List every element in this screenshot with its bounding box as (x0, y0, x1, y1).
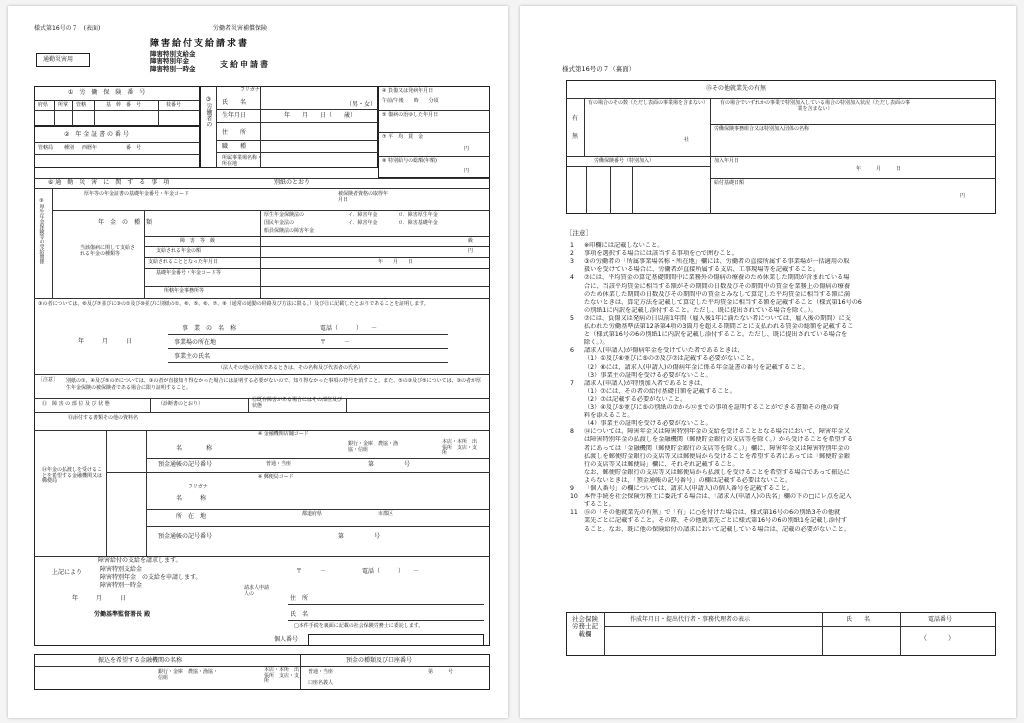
note-number: 1 (570, 242, 574, 249)
sr-phone[interactable]: （ ） (920, 634, 955, 642)
note-line: 除く。）。 (584, 339, 609, 347)
certification-note: ③の者については、⑥及び⑦並びに③の①及び⑩並びに別紙の①、⑥、⑤、⑥、⑦、⑧（通常の通勤の経路及び方法に限る。）及び⑫に記載したとおりであることを証明します。 (38, 301, 429, 307)
note-line: ⑭については、障害年金又は障害特別年金の支給を受けることとなる場合において、障害年金又 (584, 428, 850, 436)
special-wage-label: ⑧ 特別給与の総額(年額) (382, 158, 437, 164)
account-number[interactable]: 第 号 (368, 461, 411, 468)
bottom-bank-types: 銀行・金庫 農協・漁協・信組 (158, 669, 219, 681)
base-pay-label: 給付基礎日額 (714, 180, 745, 186)
bottom-deposit-label: 預金の種類及び口座番号 (346, 657, 413, 664)
claim-date[interactable]: 年 月 日 (72, 595, 127, 602)
employer-name-label: 事 業 の 名 称 (182, 325, 237, 332)
disability-label: ⑪ 障 害 の 部 位 及 び 状 態 (42, 401, 110, 407)
note-line: 払渡しを郵便貯金銀行の支店等又は郵便局から受けることを希望する者にあっては「郵便貯金銀 (584, 452, 850, 460)
special-join-label: 有の場合でいずれかの事業で特別加入している場合の特別加入状況（ただし表面の事業を含まない） (720, 100, 911, 112)
office-col-1: 府県 (38, 102, 49, 108)
note-line: ⑦には、負傷又は発病の日以前1年間（雇入後1年に満たない者については、雇入後の期間）に支 (584, 314, 851, 322)
pension-col-1: 管轄局 (38, 145, 54, 151)
other-job-yes[interactable]: 有 (572, 115, 579, 122)
account-holder-label: 口座名義人 (308, 680, 334, 686)
bottom-gou[interactable]: 第 号 (428, 669, 454, 675)
worker-birth-label: 生年月日 (222, 112, 247, 119)
note-line: たないときは、算定方法を記載して算定した平均賃金に相当する額を記載すること（様式第16号の6 (584, 298, 862, 306)
labor-insurance-label: ① 労 働 保 険 番 号 (68, 89, 146, 96)
org-name-label: 労働保険事務組合又は特別加入団体の名称 (714, 126, 810, 132)
sex-selector[interactable]: （男・女） (346, 101, 377, 108)
pension-law-1a: イ．障害年金 (348, 212, 378, 218)
note-number: 3 (570, 258, 574, 266)
other-job-no[interactable]: 無 (572, 133, 579, 140)
note-line: すること。 (584, 501, 615, 509)
corp-note: （法人その他の団体であるときは、その名称及び代表者の氏名） (218, 365, 364, 371)
form-subtitle: 障害特別支給金 障害特別年金 障害特別一時金 (150, 50, 196, 73)
note-line: （2）⑥には、請求人(申請人)の傷病年金に係る年金証書の番号を記載すること。 (584, 363, 809, 371)
post-code-label: ※ 郵便局コード (258, 474, 294, 480)
note-line: （3）④及び⑤並びに⑤の別紙の⑦から⑫までの事項を証明することができる書類その他の資 (584, 404, 840, 411)
pension-cert-label: ② 年 金 証 書 の 番 号 (64, 131, 129, 138)
pension-col-2: 種別 (64, 145, 75, 151)
note-line: 「個人番号」の欄については、請求人(申請人)の個人番号を記載すること。 (584, 485, 793, 492)
form-front-page (8, 6, 508, 718)
note-line: ること。なお、既に他の保険給付の請求において記載している場合は、記載の必要がないこと。 (584, 525, 851, 533)
claim-phone: 電話（ ） － (362, 568, 420, 575)
worker-address-label: 住 所 (222, 129, 247, 136)
note-line: なお、郵便貯金銀行の支店等又は郵便局から払渡しを受けることを希望する場合であって振込に (584, 468, 850, 476)
note-line: ③の労働者の「所属事業場名称・所在地」欄には、労働者の直接所属する事業場が一括適用の取 (584, 258, 850, 266)
pension-col-3: 西暦年 (82, 145, 98, 151)
bottom-branch-types: 本店・本所 出張所 支店・支所 (264, 667, 300, 684)
worker-name-label: 氏 名 (222, 99, 247, 106)
note-line: （1）⑦には、その者の給付基礎日額を記載すること。 (584, 387, 736, 395)
back-form-number: 様式第16号の７（裏面） (562, 65, 636, 73)
office-col-5: 枝番号 (166, 102, 182, 108)
yes-count-label: 有の場合のその数（ただし表面の事業場を含まない） (588, 100, 709, 106)
claim-text: 障害給付の支給を請求します。 (98, 557, 182, 564)
note-line: ⑮の「その他就業先の有無」で「有」に○を付けた場合は、様式第16号の6の別紙3その他就 (584, 509, 841, 517)
commute-badge: 通勤災害用 (36, 53, 90, 67)
employer-address-label: 事業場の所在地 (174, 339, 217, 346)
claimant-address-label: 住 所 (290, 595, 309, 602)
note-line: 払われた労働基準法第12条第4項の3箇月を超える期間ごとに支払われる賃金の総額を記載するこ (584, 323, 854, 330)
note-line: （2）⑦は記載する必要がないこと。 (584, 395, 687, 403)
form-back-page (520, 6, 1016, 718)
office-col-4: 基 幹 番 号 (106, 102, 142, 108)
note-line: （3）事業主の証明を受ける必要がないこと。 (584, 371, 712, 379)
note-line: の別紙1に内訳を記載し添付すること。ただし、既に提出されている場合を除く。）。 (584, 306, 817, 314)
note-line: 者にあっては「金融機関（郵便貯金銀行の支店等を除く。）」欄に、障害年金又は障害特別年金の (584, 444, 850, 452)
sr-label: 社会保険労務士記載欄 (572, 615, 598, 638)
bottom-bank-label: 振込を希望する金融機関の名称 (98, 657, 183, 664)
note-number: 9 (570, 485, 574, 492)
post-name-label: 名 称 (176, 495, 207, 502)
claim-option-a: 障害特別支給金 (100, 566, 143, 573)
note-number: 6 (570, 347, 574, 355)
note-line: 料を添えること。 (584, 412, 634, 420)
insurance-no-label: 労働保険番号（特別加入） (594, 158, 655, 164)
note-line: 本件手続を社会保険労務士に委託する場合は、「請求人(申請人)の氏名」欄の下の□にレ点を記入 (584, 493, 852, 501)
recipient: 労働基準監督署長 殿 (94, 611, 151, 618)
bottom-kind[interactable]: 普通・当座 (308, 669, 334, 675)
note-line: 請求人(申請人)が特別加入者であるときは、 (584, 379, 707, 387)
claim-option-c: 障害特別一時金 (100, 582, 143, 589)
pension-kind-label: 年 金 の 種 類 (98, 219, 153, 226)
bank-name-label: 名 称 (176, 445, 213, 452)
account-kind[interactable]: 普通・当座 (266, 461, 292, 467)
note-line: （4）事業主の証明を受ける必要がないこと。 (584, 420, 712, 428)
note-number: 8 (570, 428, 574, 436)
furigana: フリガナ (240, 87, 260, 93)
note-number: 2 (570, 250, 574, 258)
diagnosis-ref: （診断書のとおり） (158, 401, 204, 407)
note-line: ※印欄には記載しないこと。 (584, 242, 664, 249)
base-pay-yen: 円 (960, 193, 966, 199)
post-account-number[interactable]: 第 号 (338, 533, 381, 540)
pension-section-label: ⑨厚生年金保険等の受給関係 (38, 198, 45, 264)
paid-amount-label: 支給される年金の額 (156, 248, 202, 254)
form-title: 障害給付支給請求書 (150, 39, 250, 49)
worker-office-label: 所属事業場名称・所在地 (222, 155, 263, 167)
paid-amount-yen: 円 (468, 248, 474, 254)
employer-owner-label: 事業主の氏名 (174, 353, 211, 360)
pension-col-4: 番 号 (126, 145, 142, 151)
claim-upper: 上記により (52, 569, 83, 576)
sr-col-2: 氏 名 (846, 616, 871, 623)
pension-law-1: 厚生年金保険法の (264, 212, 305, 218)
form-subtitle-suffix: 支給申請書 (220, 60, 270, 69)
claim-postal: 〒 － (296, 568, 327, 575)
pension-basic-no-label: 厚年等の年金証書の基礎年金番号・年金コード (84, 191, 190, 197)
furigana-post: フリガナ (188, 484, 208, 490)
caution-text: 別紙の①、④及び⑤の⑦については、③の者が直接知り得なかった場合には証明する必要がないので、知り得なかった事項の符号を消すこと。また、⑤の③及び⑤については、③の者が厚生年金保険の被保険者である場合に限り証明すること。 (66, 378, 482, 391)
commute-reference: 別紙のとおり (274, 179, 311, 186)
pension-law-2a: イ．障害年金 (348, 220, 378, 226)
special-wage-yen: 円 (464, 168, 470, 174)
existing-disability-label: ⑫既存障害がある場合にはその部位及び状態 (252, 397, 343, 409)
city: 市郡区 (378, 511, 394, 517)
note-line: 合に、当該平均賃金に相当する額がその期間の日数及びその期間中の賃金を業務上の傷病の療養 (584, 282, 851, 290)
sr-col-1: 作成年月日・提出代行者・事務代理者の表示 (630, 616, 751, 623)
post-address-label: 所 在 地 (176, 513, 207, 520)
worker-label: ③労働者の (204, 96, 212, 127)
bank-code-label: ※ 金融機関店舗コード (258, 431, 309, 437)
same-disease-label: 当該傷病に関して支給される年金の種類等 (80, 245, 136, 257)
note-line: 行の支店等又は郵便局」欄に、それぞれ記載すること。 (584, 460, 739, 468)
note-line: よらないときは、「預金通帳の記号番号」の欄は記載する必要はないこと。 (584, 476, 792, 484)
attachments-label: ⑬添付する書類その他の資料名 (68, 415, 139, 421)
note-line: と（様式第16号の6の別紙1に内訳を記載し添付すること。ただし、既に提出されている場合を (584, 331, 848, 339)
worker-job-label: 職 種 (222, 143, 247, 150)
grade-label: 障 害 等 級 (180, 238, 216, 244)
note-line: 扱いを受けている場合に、労働者が直接所属する支店、工事現場等を記載すること。 (584, 266, 820, 274)
claimant-name-label: 氏 名 (290, 611, 309, 618)
grade-unit: 級 (468, 238, 474, 244)
pension-code-label: 基礎年金番号・年金コード等 (156, 270, 222, 276)
bank-types: 銀行・金庫 農協・漁協・信組 (348, 441, 399, 453)
pension-law-1b: ロ．障害厚生年金 (398, 212, 438, 218)
note-number: 11 (570, 509, 578, 517)
sr-col-3: 電話番号 (928, 616, 953, 623)
cure-date-label: ⑤ 傷病の治ゆした年月日 (382, 112, 439, 118)
personal-no-label: 個人番号 (274, 636, 299, 643)
insurance-title: 労働者災害補償保険 (213, 25, 268, 32)
join-date-label: 加入年月日 (714, 158, 740, 164)
note-line: 事項を選択する場合には該当する事項を○で囲むこと。 (584, 250, 738, 258)
prefecture: 都道府県 (302, 511, 323, 517)
branch-types: 本店・本所 出張所 支店・支所 (442, 439, 478, 456)
bank-section-label: ⑭年金の払渡しを受けることを希望する金融機関又は郵便局 (42, 467, 103, 484)
paid-from-date[interactable]: 年 月 日 (378, 259, 414, 265)
form-number: 様式第16号の７ (表面) (34, 25, 101, 32)
claimant-label: 請求人申請人の (244, 585, 270, 597)
avg-wage-label: ⑦ 平 均 賃 金 (382, 134, 424, 140)
note-line: ⑦には、平均賃金の算定基礎期間中に業務外の傷病の療養のため休業した期間が含まれている場 (584, 274, 850, 282)
employer-postal: 〒 － (320, 339, 351, 346)
note-number: 10 (570, 493, 578, 501)
note-number: 5 (570, 314, 574, 322)
birth-date-field[interactable]: 年 月 日（ 歳） (284, 112, 357, 119)
account-no-label: 預金通帳の記号番号 (158, 461, 213, 468)
proxy-checkbox[interactable]: □本件手続を裏面に記載の社会保険労務士に委託します。 (294, 623, 424, 629)
post-account-label: 預金通帳の記号番号 (158, 533, 213, 540)
commute-disaster-label: ⑥ 通 勤 災 害 に 関 す る 事 項 (48, 179, 170, 186)
pension-law-2b: ロ．障害基礎年金 (398, 220, 438, 226)
pension-law-3: 船員保険法の障害年金 (264, 228, 315, 234)
office-col-3: 管轄 (76, 102, 87, 108)
avg-wage-yen: 円 (464, 146, 470, 152)
note-line: （1）①及び⑥並びに⑤の⑦及び⑦は記載する必要がないこと。 (584, 355, 758, 363)
join-date-field[interactable]: 年 月 日 (856, 166, 902, 172)
other-job-label: ⑮その他就業先の有無 (706, 85, 767, 92)
personal-no-field[interactable] (308, 634, 484, 646)
note-line: 請求人(申請人)が傷病年金を受けていた者であるときは、 (584, 347, 744, 355)
note-line: 業先ごとに記載すること。その際、その他就業先ごとに様式第16号の6の別紙1を記載し添付す (584, 517, 848, 525)
cert-date[interactable]: 年 月 日 (78, 338, 133, 345)
note-number: 7 (570, 379, 574, 387)
note-line: は障害特別年金の払渡しを金融機関（郵便貯金銀行の支店等を除く。）から受けることを希望する (584, 436, 854, 444)
office-name-label: 所轄年金事務所等 (164, 288, 205, 294)
office-col-2: 所掌 (58, 102, 69, 108)
company-unit: 社 (684, 137, 690, 143)
notes-title: ［注意］ (566, 229, 592, 237)
insured-date-label: 被保険者資格の取得年月日 (338, 191, 389, 203)
injury-time[interactable]: 午前/午後 時 分頃 (382, 98, 439, 104)
claim-option-b: 障害特別年金 の支給を申請します。 (100, 574, 202, 581)
caution-label: ［注意］ (38, 377, 59, 383)
note-number: 4 (570, 274, 574, 282)
injury-date-label: ④ 負傷又は発病年月日 (382, 88, 434, 94)
employer-phone: 電話（ ） － (320, 325, 378, 332)
note-line: のため休業した期間の日数及びその期間中の賃金とみなして算定した平均賃金に相当する額に満 (584, 290, 851, 298)
paid-from-label: 支給されることとなった年月日 (148, 259, 219, 265)
pension-law-2: 国民年金法の (264, 220, 295, 226)
